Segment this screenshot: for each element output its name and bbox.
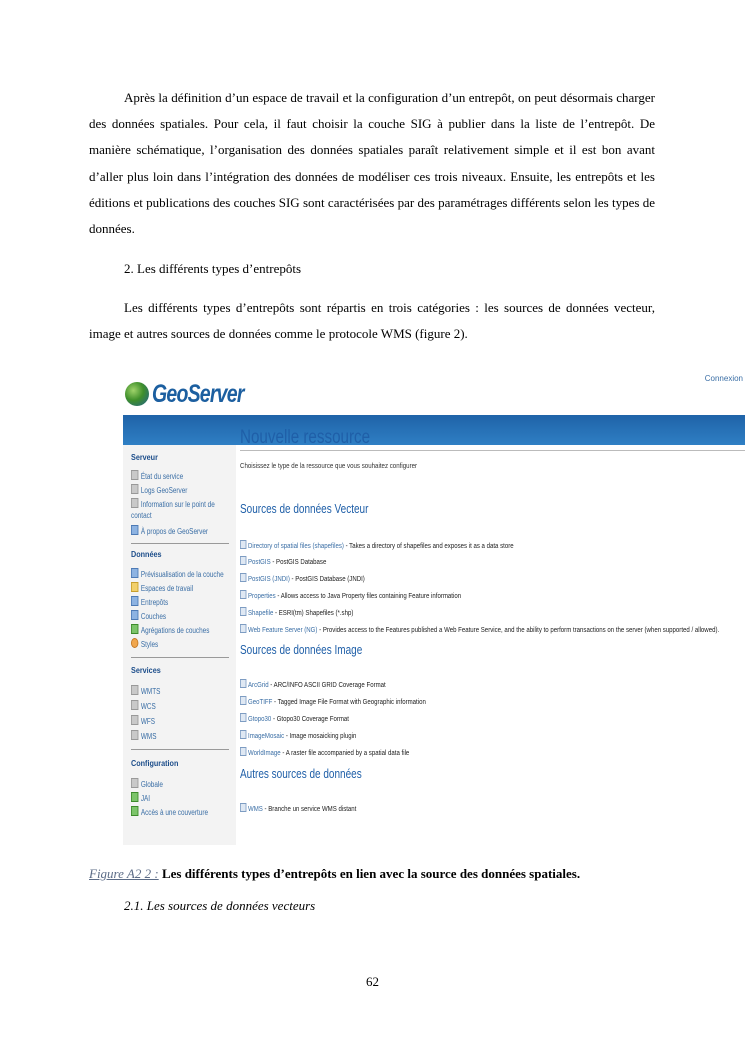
section-heading: 2. Les différents types d’entrepôts	[124, 261, 302, 276]
store-link[interactable]: Shapefile	[248, 608, 274, 617]
geoserver-screenshot	[123, 365, 745, 845]
store-link[interactable]: PostGIS (JNDI)	[248, 574, 290, 583]
store-row: ArcGrid - ARC/INFO ASCII GRID Coverage Format	[240, 679, 386, 689]
store-row: Web Feature Server (NG) - Provides access to the Features published a Web Feature Service, and the ability to perform transactions on the server (when supported / allowed).	[240, 624, 719, 634]
layers-icon	[131, 610, 138, 620]
figure-label[interactable]: Figure A2 2 :	[89, 866, 159, 881]
sidebar-title-configuration: Configuration	[131, 758, 179, 768]
sidebar-item-entrepots[interactable]: Entrepôts	[131, 596, 168, 607]
paragraph-types: Les différents types d’entrepôts sont répartis en trois catégories : les sources de données vecteur, image et autres sources de données comme le protocole WMS (figure 2).	[89, 300, 655, 342]
settings-icon	[131, 778, 138, 788]
store-link[interactable]: WorldImage	[248, 748, 281, 757]
store-icon	[131, 596, 138, 606]
store-icon	[240, 713, 246, 722]
store-link[interactable]: GeoTIFF	[248, 697, 273, 706]
sidebar-item-globale[interactable]: Globale	[131, 778, 163, 789]
store-row: Gtopo30 - Gtopo30 Coverage Format	[240, 713, 349, 723]
store-row: Directory of spatial files (shapefiles) - Takes a directory of shapefiles and exposes it as a data store	[240, 540, 514, 550]
jai-icon	[131, 792, 138, 802]
sidebar-title-serveur: Serveur	[131, 452, 158, 462]
geoserver-logo: GeoServer	[125, 373, 269, 415]
contact-icon	[131, 498, 138, 508]
coverage-icon	[131, 806, 138, 816]
store-row: PostGIS (JNDI) - PostGIS Database (JNDI)	[240, 573, 365, 583]
sidebar-title-donnees: Données	[131, 549, 162, 559]
sidebar-item-contact-cont[interactable]: contact	[131, 511, 152, 520]
sidebar	[123, 445, 236, 845]
document-icon	[131, 484, 138, 494]
sidebar-item-a-propos[interactable]: À propos de GeoServer	[131, 525, 208, 536]
service-icon	[131, 700, 138, 710]
store-link[interactable]: Gtopo30	[248, 714, 272, 723]
connect-link[interactable]: Connexion	[704, 374, 743, 383]
sidebar-item-espaces[interactable]: Espaces de travail	[131, 582, 193, 593]
page-number: 62	[366, 974, 379, 989]
sidebar-item-wcs[interactable]: WCS	[131, 700, 156, 711]
main-content	[236, 415, 745, 845]
store-row: GeoTIFF - Tagged Image File Format with Geographic information	[240, 696, 426, 706]
store-row: WMS - Branche un service WMS distant	[240, 803, 356, 813]
store-row: WorldImage - A raster file accompanied by a spatial data file	[240, 747, 409, 757]
store-icon	[240, 590, 246, 599]
store-row: Properties - Allows access to Java Property files containing Feature information	[240, 590, 461, 600]
service-icon	[131, 715, 138, 725]
service-icon	[131, 685, 138, 695]
store-icon	[240, 679, 246, 688]
layer-group-icon	[131, 624, 138, 634]
paragraph-intro: Après la définition d’un espace de travail et la configuration d’un entrepôt, on peut désormais charger des données spatiales. Pour cela, il faut choisir la couche SIG à publier dans la liste de l’entrepôt. De manière schématique, l’organisation des données spatiales paraît relativement simple et il est bon avant d’aller plus loin dans l’intégration des données de modéliser ces trois niveaux. Ensuite, les entrepôts et les éditions et publications des couches SIG sont caractérisées par des paramétrages différents selon les types de données.	[89, 90, 655, 237]
sidebar-divider	[131, 543, 229, 544]
store-row: Shapefile - ESRI(tm) Shapefiles (*.shp)	[240, 607, 353, 617]
status-icon	[131, 470, 138, 480]
section-title-vecteur: Sources de données Vecteur	[240, 502, 369, 516]
store-icon	[240, 696, 246, 705]
sidebar-item-wmts[interactable]: WMTS	[131, 685, 160, 696]
section-title-autres: Autres sources de données	[240, 767, 362, 781]
sidebar-item-acces-couverture[interactable]: Accès à une couverture	[131, 806, 208, 817]
sidebar-divider	[131, 749, 229, 750]
store-icon	[240, 747, 246, 756]
page-title: Nouvelle ressource	[240, 427, 371, 448]
page-subtitle: Choisissez le type de la ressource que vous souhaitez configurer	[240, 461, 418, 470]
store-link[interactable]: Properties	[248, 591, 276, 600]
store-link[interactable]: Directory of spatial files (shapefiles)	[248, 541, 344, 550]
sidebar-item-jai[interactable]: JAI	[131, 792, 150, 803]
store-icon	[240, 540, 246, 549]
subsection-heading: 2.1. Les sources de données vecteurs	[124, 898, 316, 913]
layer-preview-icon	[131, 568, 138, 578]
sidebar-item-previsualisation[interactable]: Prévisualisation de la couche	[131, 568, 224, 579]
store-icon	[240, 730, 246, 739]
sidebar-item-couches[interactable]: Couches	[131, 610, 166, 621]
sidebar-item-logs[interactable]: Logs GeoServer	[131, 484, 187, 495]
store-link[interactable]: ImageMosaic	[248, 731, 285, 740]
title-divider	[240, 450, 745, 451]
sidebar-divider	[131, 657, 229, 658]
sidebar-item-contact[interactable]: Information sur le point de	[131, 498, 215, 509]
sidebar-item-wfs[interactable]: WFS	[131, 715, 155, 726]
folder-icon	[131, 582, 138, 592]
store-link[interactable]: PostGIS	[248, 557, 271, 566]
store-link[interactable]: ArcGrid	[248, 680, 269, 689]
store-icon	[240, 607, 246, 616]
sidebar-item-etat-service[interactable]: État du service	[131, 470, 183, 481]
globe-icon	[125, 382, 149, 406]
store-icon	[240, 556, 246, 565]
info-icon	[131, 525, 138, 535]
store-row: PostGIS - PostGIS Database	[240, 556, 326, 566]
figure-caption: Figure A2 2 : Les différents types d’entrepôts en lien avec la source des données spatiales.	[89, 866, 581, 881]
store-icon	[240, 803, 246, 812]
store-icon	[240, 573, 246, 582]
section-title-image: Sources de données Image	[240, 643, 363, 657]
store-icon	[240, 624, 246, 633]
service-icon	[131, 730, 138, 740]
sidebar-title-services: Services	[131, 665, 161, 675]
store-link[interactable]: WMS	[248, 804, 263, 813]
palette-icon	[131, 638, 138, 648]
store-row: ImageMosaic - Image mosaicking plugin	[240, 730, 356, 740]
sidebar-item-styles[interactable]: Styles	[131, 638, 158, 649]
store-link[interactable]: Web Feature Server (NG)	[248, 625, 318, 634]
sidebar-item-agregations[interactable]: Agrégations de couches	[131, 624, 209, 635]
sidebar-item-wms[interactable]: WMS	[131, 730, 156, 741]
